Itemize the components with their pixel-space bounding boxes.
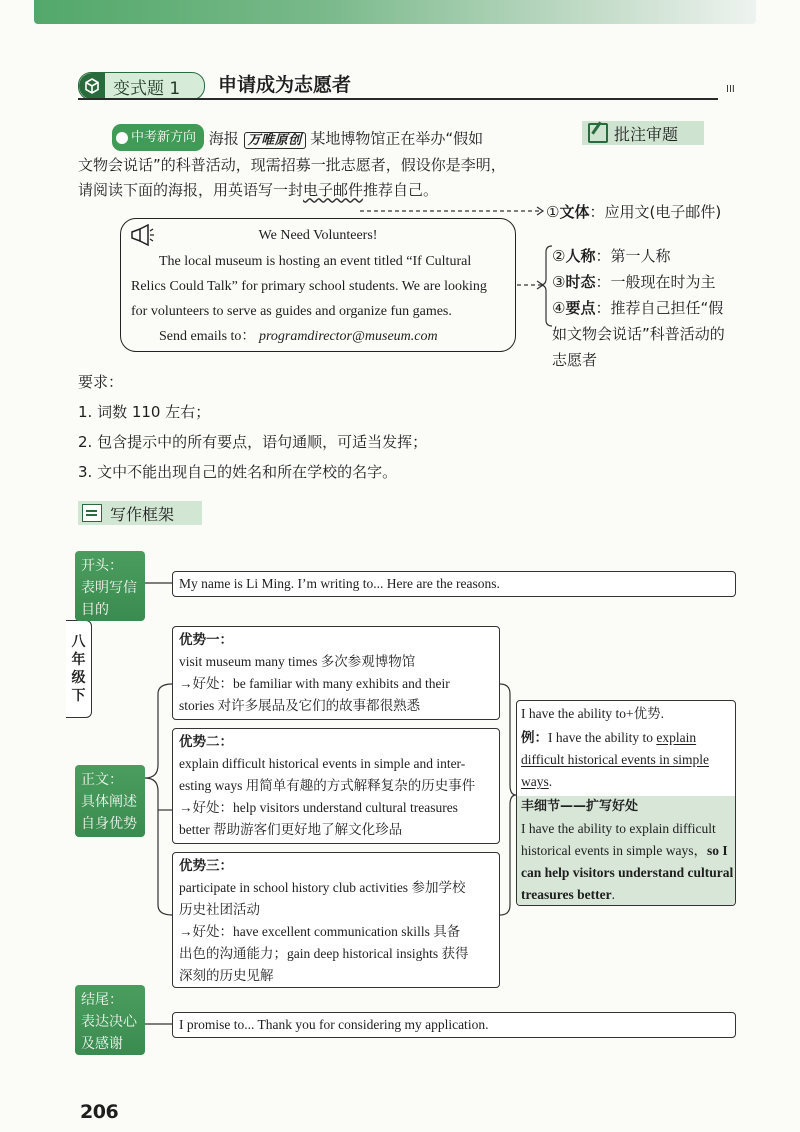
megaphone-icon [128, 224, 154, 246]
variant-badge [78, 72, 205, 100]
poster-line-1: The local museum is hosting an event titled “If Cultural [159, 254, 472, 269]
advantage-1-box [172, 626, 500, 720]
advantage-2-head: 优势二： [179, 734, 233, 750]
prompt-line-3: 请阅读下面的海报，用英语写一封电子邮件推荐自己。 [78, 180, 439, 199]
opening-text: My name is Li Ming. I’m writing to... Here are the reasons. [179, 576, 500, 591]
grade-side-tab: 八 年 级 下 [66, 620, 92, 718]
advantage-2-line: explain difficult historical events in simple and inter- [179, 756, 466, 771]
advantage-3-line: participate in school history club activities 参加学校 [179, 880, 466, 895]
enrich-head: 丰细节——扩写好处 [521, 799, 639, 814]
advantage-3-line: →好处：have excellent communication skills 具备 [179, 924, 461, 939]
closing-text: I promise to... Thank you for considering my application. [179, 1017, 489, 1032]
requirements [78, 367, 578, 487]
outline-icon [82, 504, 102, 522]
annotation-badge-label: 批注审题 [614, 124, 679, 144]
genre-label: 海报 [208, 129, 239, 148]
pattern-example: 例：I have the ability to explain [521, 730, 697, 746]
bulb-icon [116, 132, 128, 144]
enrich-line: I have the ability to explain difficult [521, 821, 716, 836]
poster-email: programdirector@museum.com [258, 329, 438, 344]
advantage-1-line: →好处：be familiar with many exhibits and their [179, 676, 450, 691]
requirement-2: 2. 包含提示中的所有要点，语句通顺，可适当发挥； [78, 433, 428, 451]
original-seal: 万唯原创 [244, 132, 306, 149]
advantage-2-line: esting ways 用简单有趣的方式解释复杂的历史事件 [179, 778, 476, 793]
advantage-1-line: visit museum many times 多次参观博物馆 [179, 654, 416, 669]
closing-box [172, 1012, 736, 1038]
stage-opening: 开头： 表明写信 目的 [75, 551, 145, 621]
note-person: ②人称：第一人称 [552, 247, 671, 265]
pattern-line: I have the ability to+优势. [521, 706, 664, 721]
framework-badge [78, 501, 202, 525]
requirements-heading: 要求： [78, 373, 124, 391]
framework-badge-label: 写作框架 [110, 504, 175, 524]
enrich-line: historical events in simple ways，so I [521, 843, 728, 858]
advantage-1-head: 优势一： [179, 632, 233, 648]
pen-icon [588, 123, 608, 143]
note-points-cont-2: 志愿者 [552, 351, 598, 369]
poster-title: We Need Volunteers! [258, 228, 378, 243]
stage-closing: 结尾： 表达决心 及感谢 [75, 985, 145, 1055]
enrich-section [517, 796, 735, 906]
prompt-line-2: 文物会说话”的科普活动，现需招募一批志愿者，假设你是李明， [78, 155, 506, 174]
advantage-3-line: 出色的沟通能力；gain deep historical insights 获得 [179, 946, 469, 961]
advantage-2-line: →好处：help visitors understand cultural treasures [179, 800, 458, 815]
advantage-3-line: 深刻的历史见解 [179, 968, 274, 983]
pattern-example-end: ways. [521, 774, 553, 789]
page-number: 206 [80, 1101, 119, 1123]
sentence-pattern-box [516, 700, 736, 906]
advantage-1-line: stories 对许多展品及它们的故事都很熟悉 [179, 698, 421, 713]
opening-box [172, 571, 736, 597]
enrich-line: can help visitors understand cultural [521, 865, 734, 880]
annotation-badge [582, 121, 704, 145]
requirement-3: 3. 文中不能出现自己的姓名和所在学校的名字。 [78, 463, 398, 481]
note-genre: ①文体：应用文(电子邮件) [546, 203, 722, 221]
advantage-3-head: 优势三： [179, 858, 233, 874]
advantage-3-box [172, 852, 500, 988]
volunteer-poster [120, 218, 516, 352]
variant-badge-label: 变式题 1 [113, 78, 181, 99]
page-title: 申请成为志愿者 [218, 74, 352, 96]
new-trend-tag: 中考新方向 [112, 124, 204, 151]
enrich-line-end: treasures better. [521, 887, 615, 902]
prompt-paragraph [78, 124, 558, 203]
poster-line-3: for volunteers to serve as guides and organize fun games. [131, 304, 452, 319]
stage-body: 正文： 具体阐述 自身优势 [75, 765, 145, 837]
note-tense: ③时态：一般现在时为主 [552, 273, 716, 291]
poster-line-4: Send emails to： programdirector@museum.com [159, 329, 438, 344]
note-list [552, 244, 752, 373]
advantage-2-box [172, 728, 500, 844]
title-divider [78, 98, 718, 100]
pattern-example-line: difficult historical events in simple [521, 752, 709, 767]
advantage-2-line: better 帮助游客们更好地了解文化珍品 [179, 822, 403, 837]
top-decor-band [34, 0, 756, 24]
prompt-line-1: 某地博物馆正在举办“假如 [310, 129, 484, 148]
advantage-3-line: 历史社团活动 [179, 902, 260, 917]
requirement-1: 1. 词数 110 左右； [78, 403, 211, 421]
note-points: ④要点：推荐自己担任“假 [552, 299, 724, 317]
title-deco: III [726, 84, 735, 95]
cube-icon [79, 73, 105, 99]
poster-line-2: Relics Could Talk” for primary school students. We are looking [131, 279, 487, 294]
note-points-cont-1: 如文物会说话”科普活动的 [552, 325, 725, 343]
